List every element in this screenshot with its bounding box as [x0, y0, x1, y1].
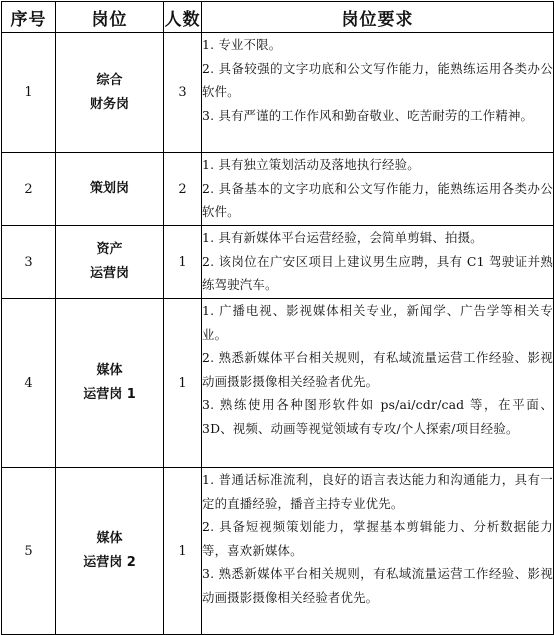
- post-name-line: 媒体: [96, 531, 123, 546]
- header-post: 岗位: [56, 2, 164, 33]
- header-count: 人数: [164, 2, 202, 33]
- row-requirements: [202, 299, 554, 468]
- row-seq: 5: [2, 468, 56, 635]
- table-row: [2, 33, 554, 153]
- requirement-item: 3. 熟悉新媒体平台相关规则，有私域流量运营工作经验、影视动画摄影摄像相关经验者优先。: [202, 566, 553, 605]
- row-headcount: 1: [164, 468, 202, 635]
- row-requirements: [202, 153, 554, 226]
- post-name-line: 策划岗: [89, 181, 129, 196]
- row-post: [56, 299, 164, 468]
- row-seq: 1: [2, 33, 56, 153]
- table-row: [2, 226, 554, 299]
- header-seq: 序号: [2, 2, 56, 33]
- requirement-item: 2. 具备短视频策划能力，掌握基本剪辑能力、分析数据能力等，喜欢新媒体。: [202, 519, 553, 558]
- row-headcount: 2: [164, 153, 202, 226]
- post-name-line: 媒体: [96, 363, 123, 378]
- requirement-item: 1. 具有独立策划活动及落地执行经验。: [202, 157, 420, 172]
- header-requirements: 岗位要求: [202, 2, 554, 33]
- requirement-item: 2. 该岗位在广安区项目上建议男生应聘，具有 C1 驾驶证并熟练驾驶汽车。: [202, 253, 553, 293]
- post-name-line: 财务岗: [89, 96, 129, 112]
- table-row: [2, 153, 554, 226]
- requirement-item: 2. 熟悉新媒体平台相关规则，有私域流量运营工作经验、影视动画摄影摄像相关经验者优先。: [202, 350, 553, 389]
- row-headcount: 1: [164, 299, 202, 468]
- requirement-item: 2. 具备基本的文字功底和公文写作能力，能熟练运用各类办公软件。: [202, 180, 553, 220]
- row-post: [56, 468, 164, 635]
- requirement-item: 3. 熟练使用各种图形软件如 ps/ai/cdr/cad 等，在平面、3D、视频、动画等视觉领域有专攻/个人探索/项目经验。: [202, 397, 553, 436]
- requirement-item: 1. 广播电视、影视媒体相关专业，新闻学、广告学等相关专业。: [202, 303, 553, 342]
- requirement-item: 2. 具备较强的文字功底和公文写作能力，能熟练运用各类办公软件。: [202, 60, 553, 100]
- row-post: [56, 226, 164, 299]
- requirement-item: 1. 具有新媒体平台运营经验，会简单剪辑、拍摄。: [202, 230, 483, 245]
- row-headcount: 1: [164, 226, 202, 299]
- job-requirements-table: [1, 1, 554, 635]
- post-name-line: 资产: [96, 242, 123, 257]
- row-seq: 4: [2, 299, 56, 468]
- row-requirements: [202, 33, 554, 153]
- row-seq: 2: [2, 153, 56, 226]
- post-name-line: 运营岗 1: [83, 387, 136, 402]
- requirement-item: 1. 专业不限。: [202, 37, 282, 52]
- row-requirements: [202, 226, 554, 299]
- post-name-line: 运营岗 2: [83, 555, 136, 570]
- row-headcount: 3: [164, 33, 202, 153]
- row-requirements: [202, 468, 554, 635]
- post-name-line: 综合: [96, 72, 123, 88]
- table-row: [2, 299, 554, 468]
- requirement-item: 1. 普通话标准流利，良好的语言表达能力和沟通能力，具有一定的直播经验，播音主持专业优先。: [202, 472, 553, 511]
- row-seq: 3: [2, 226, 56, 299]
- row-post: [56, 153, 164, 226]
- header-row: [2, 2, 554, 33]
- row-post: [56, 33, 164, 153]
- table-row: [2, 468, 554, 635]
- requirement-item: 3. 具有严谨的工作作风和勤奋敬业、吃苦耐劳的工作精神。: [202, 107, 534, 123]
- post-name-line: 运营岗: [89, 266, 129, 281]
